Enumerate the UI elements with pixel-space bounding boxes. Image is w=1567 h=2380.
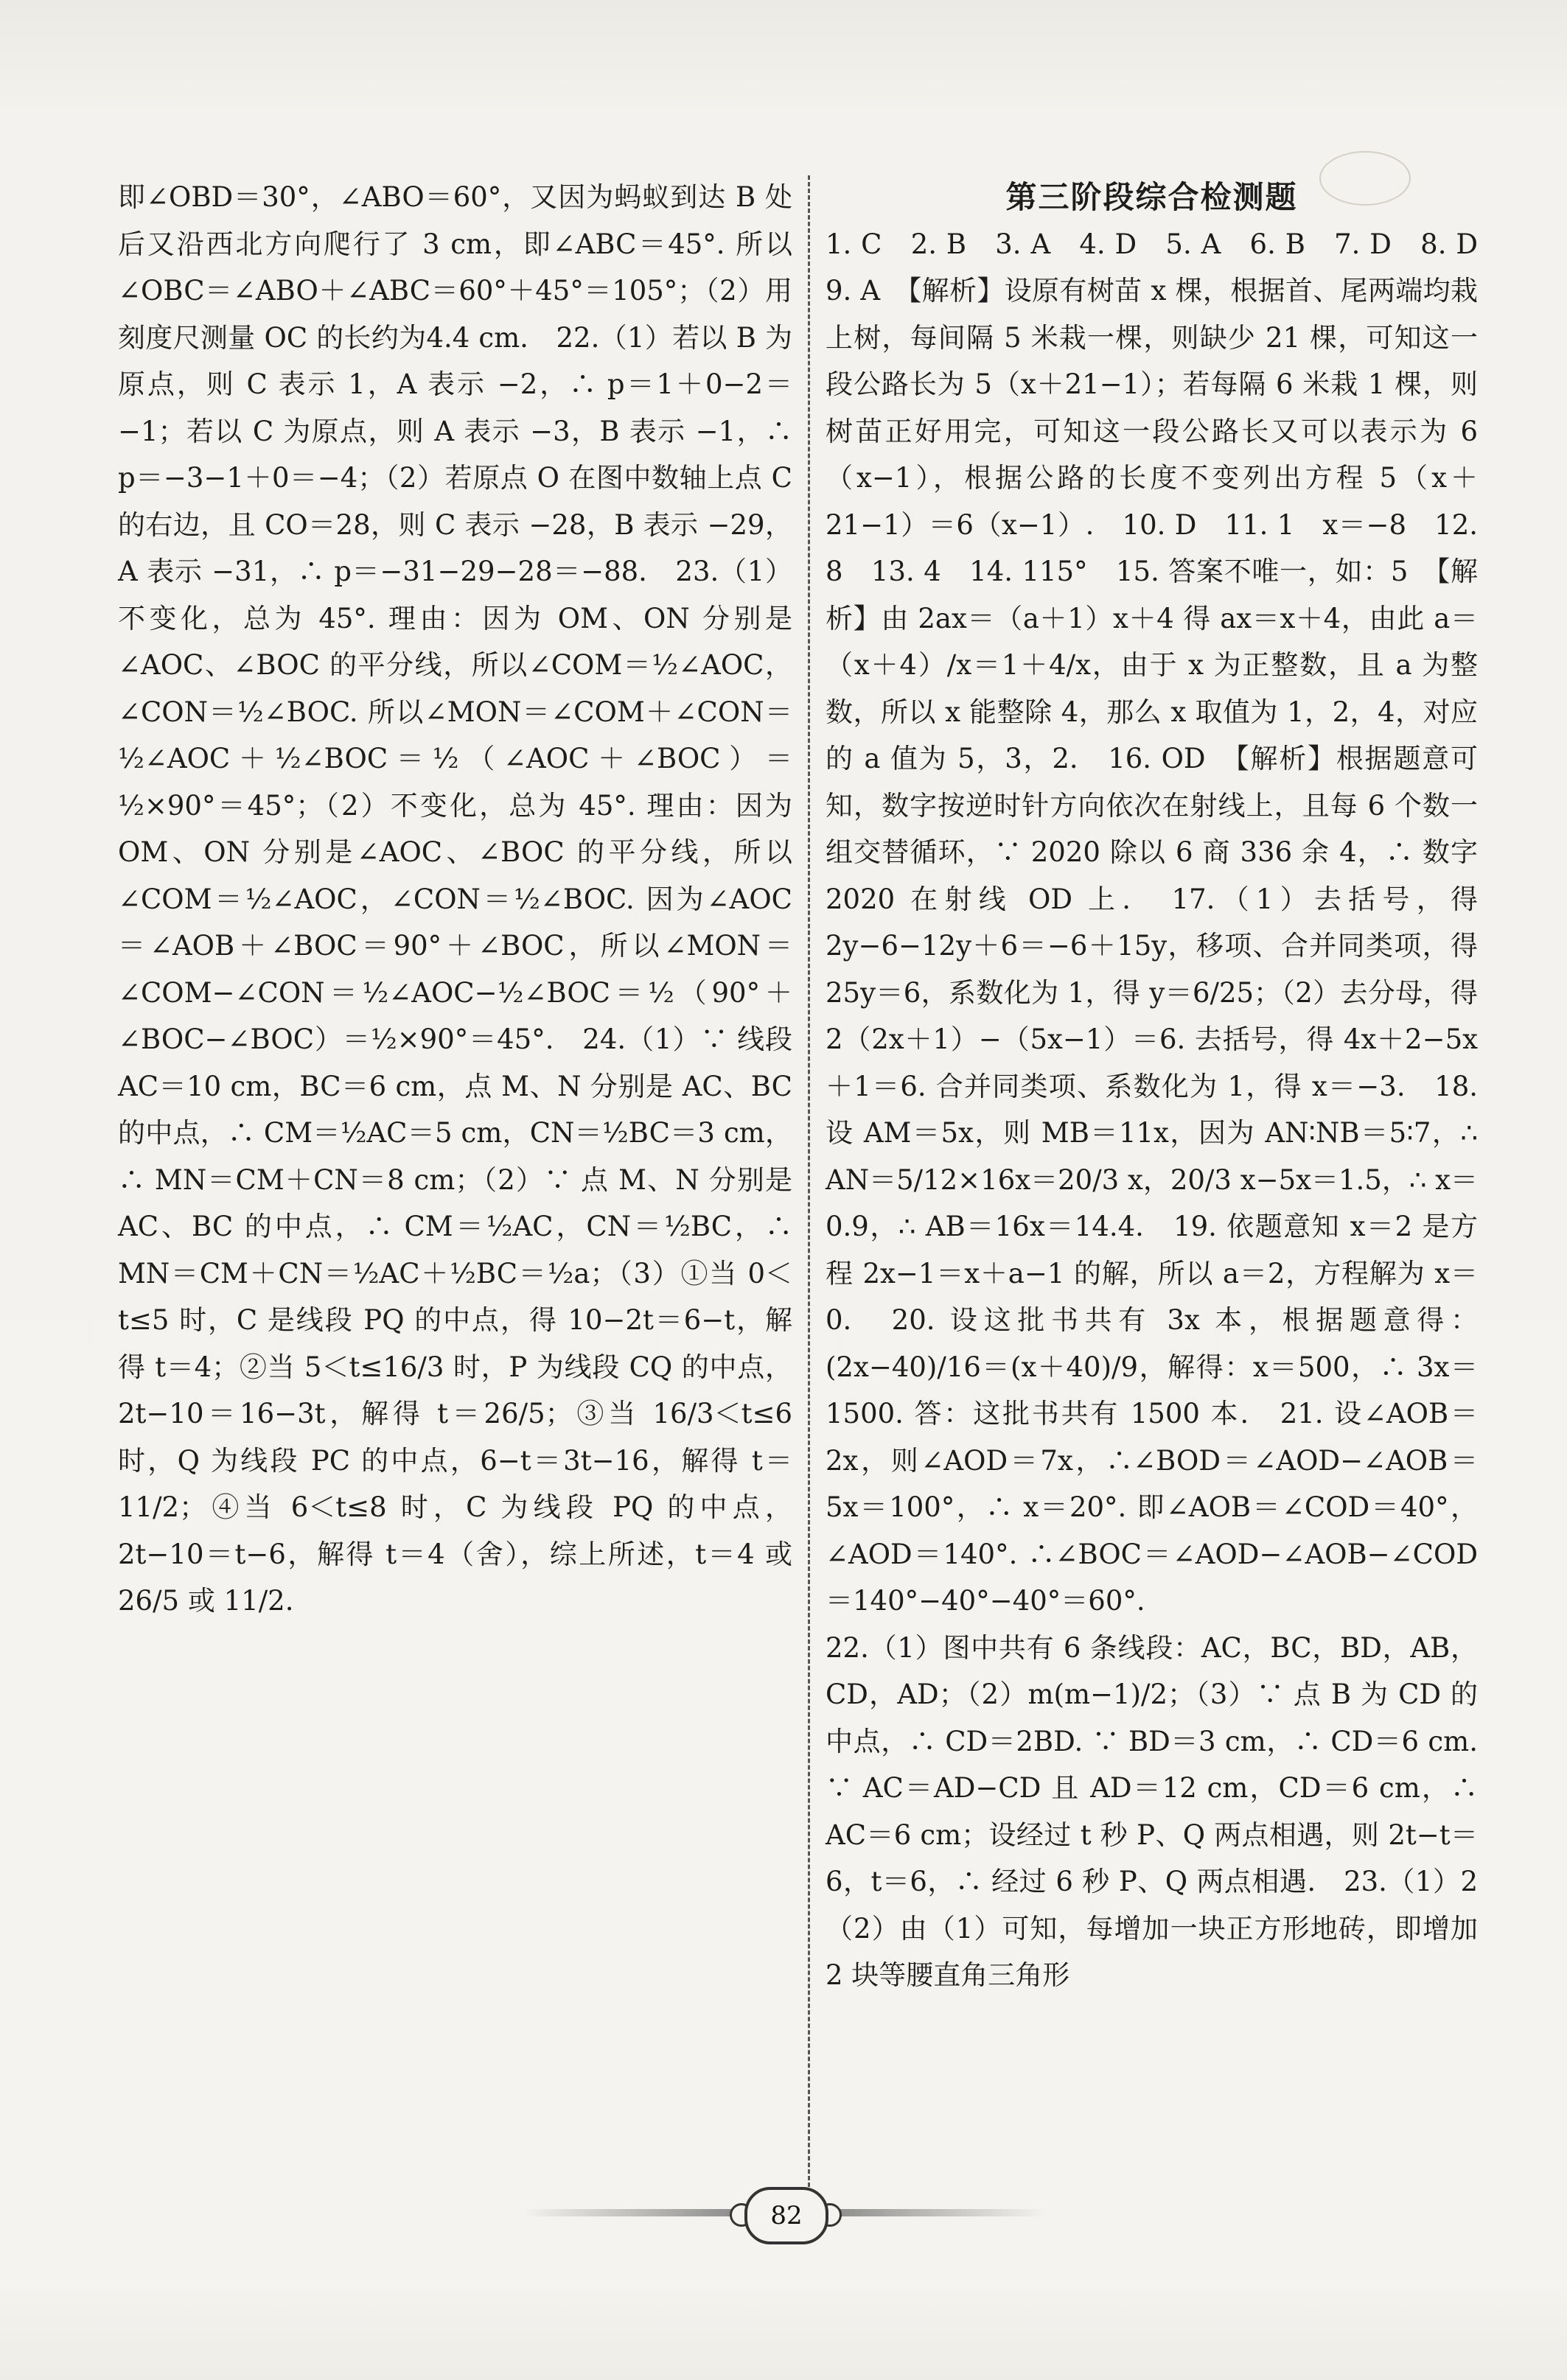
right-column [826,174,1505,1999]
page-number-badge [744,2187,828,2244]
left-answer-text: 即∠OBD＝30°，∠ABO＝60°，又因为蚂蚁到达 B 处后又沿西北方向爬行了 3 cm，即∠ABC＝45°. 所以∠OBC＝∠ABO＋∠ABC＝60°＋45°＝105°；（2）用刻度尺测量 OC 的长约为4.4 cm. 22.（1）若以 B 为原点，则 C 表示 1，A 表示 −2，∴ p＝1＋0−2＝−1；若以 C 为原点，则 A 表示 −3，B 表示 −1，∴ p＝−3−1＋0＝−4；（2）若原点 O 在图中数轴上点 C 的右边，且 CO＝28，则 C 表示 −28，B 表示 −29，A 表示 −31，∴ p＝−31−29−28＝−88. 23.（1）不变化，总为 45°. 理由：因为 OM、ON 分别是∠AOC、∠BOC 的平分线，所以∠COM＝½∠AOC，∠CON＝½∠BOC. 所以∠MON＝∠COM＋∠CON＝½∠AOC＋½∠BOC＝½（∠AOC＋∠BOC）＝½×90°＝45°；（2）不变化，总为 45°. 理由：因为 OM、ON 分别是∠AOC、∠BOC 的平分线，所以∠COM＝½∠AOC，∠CON＝½∠BOC. 因为∠AOC＝∠AOB＋∠BOC＝90°＋∠BOC，所以∠MON＝∠COM−∠CON＝½∠AOC−½∠BOC＝½（90°＋∠BOC−∠BOC）＝½×90°＝45°. 24.（1）∵ 线段 AC＝10 cm，BC＝6 cm，点 M、N 分别是 AC、BC 的中点，∴ CM＝½AC＝5 cm，CN＝½BC＝3 cm，∴ MN＝CM＋CN＝8 cm；（2）∵ 点 M、N 分别是 AC、BC 的中点，∴ CM＝½AC，CN＝½BC，∴ MN＝CM＋CN＝½AC＋½BC＝½a；（3）①当 0＜t≤5 时，C 是线段 PQ 的中点，得 10−2t＝6−t，解得 t＝4；②当 5＜t≤16/3 时，P 为线段 CQ 的中点，2t−10＝16−3t，解得 t＝26/5；③当 16/3＜t≤6 时，Q 为线段 PC 的中点，6−t＝3t−16，解得 t＝11/2；④当 6＜t≤8 时，C 为线段 PQ 的中点，2t−10＝t−6，解得 t＝4（舍），综上所述，t＝4 或 26/5 或 11/2. [118,181,792,1617]
right-answer-text-cont: 22.（1）图中共有 6 条线段：AC，BC，BD，AB，CD，AD；（2）m(m−1)/2；（3）∵ 点 B 为 CD 的中点，∴ CD＝2BD. ∵ BD＝3 cm，∴ CD＝6 cm. ∵ AC＝AD−CD 且 AD＝12 cm，CD＝6 cm，∴ AC＝6 cm；设经过 t 秒 P、Q 两点相遇，则 2t−t＝6，t＝6，∴ 经过 6 秒 P、Q 两点相遇. 23.（1）2 （2）由（1）可知，每增加一块正方形地砖，即增加 2 块等腰直角三角形 [826,1631,1505,1991]
footer-ornament-left [523,2209,737,2216]
footer-ornament-right [831,2209,1045,2216]
page-number: 82 [770,2201,803,2230]
column-divider [808,175,810,2220]
right-answer-text: 1. C 2. B 3. A 4. D 5. A 6. B 7. D 8. D 9. A 【解析】设原有树苗 x 棵，根据首、尾两端均栽上树，每间隔 5 米栽一棵，则缺少 21 棵，可知这一段公路长为 5（x＋21−1）；若每隔 6 米栽 1 棵，则树苗正好用完，可知这一段公路长又可以表示为 6（x−1），根据公路的长度不变列出方程 5（x＋21−1）＝6（x−1）. 10. D 11. 1 x＝−8 12. 8 13. 4 14. 115° 15. 答案不唯一，如：5 【解析】由 2ax＝（a＋1）x＋4 得 ax＝x＋4，由此 a＝（x＋4）/x＝1＋4/x，由于 x 为正整数，且 a 为整数，所以 x 能整除 4，那么 x 取值为 1，2，4，对应的 a 值为 5，3，2. 16. OD 【解析】根据题意可知，数字按逆时针方向依次在射线上，且每 6 个数一组交替循环，∵ 2020 除以 6 商 336 余 4，∴ 数字 2020 在射线 OD 上. 17.（1）去括号，得 2y−6−12y＋6＝−6＋15y，移项、合并同类项，得 25y＝6，系数化为 1，得 y＝6/25；（2）去分母，得 2（2x＋1）−（5x−1）＝6. 去括号，得 4x＋2−5x＋1＝6. 合并同类项、系数化为 1，得 x＝−3. 18. 设 AM＝5x，则 MB＝11x，因为 AN∶NB＝5∶7，∴ AN＝5/12×16x＝20/3 x，20/3 x−5x＝1.5，∴ x＝0.9，∴ AB＝16x＝14.4. 19. 依题意知 x＝2 是方程 2x−1＝x＋a−1 的解，所以 a＝2，方程解为 x＝0. 20. 设这批书共有 3x 本，根据题意得：(2x−40)/16＝(x＋40)/9，解得：x＝500，∴ 3x＝1500. 答：这批书共有 1500 本. 21. 设∠AOB＝2x，则∠AOD＝7x，∴∠BOD＝∠AOD−∠AOB＝5x＝100°，∴ x＝20°. 即∠AOB＝∠COD＝40°，∠AOD＝140°. ∴∠BOC＝∠AOD−∠AOB−∠COD＝140°−40°−40°＝60°. [826,228,1505,1617]
left-column [118,174,792,1625]
section-title: 第三阶段综合检测题 [1005,179,1298,215]
